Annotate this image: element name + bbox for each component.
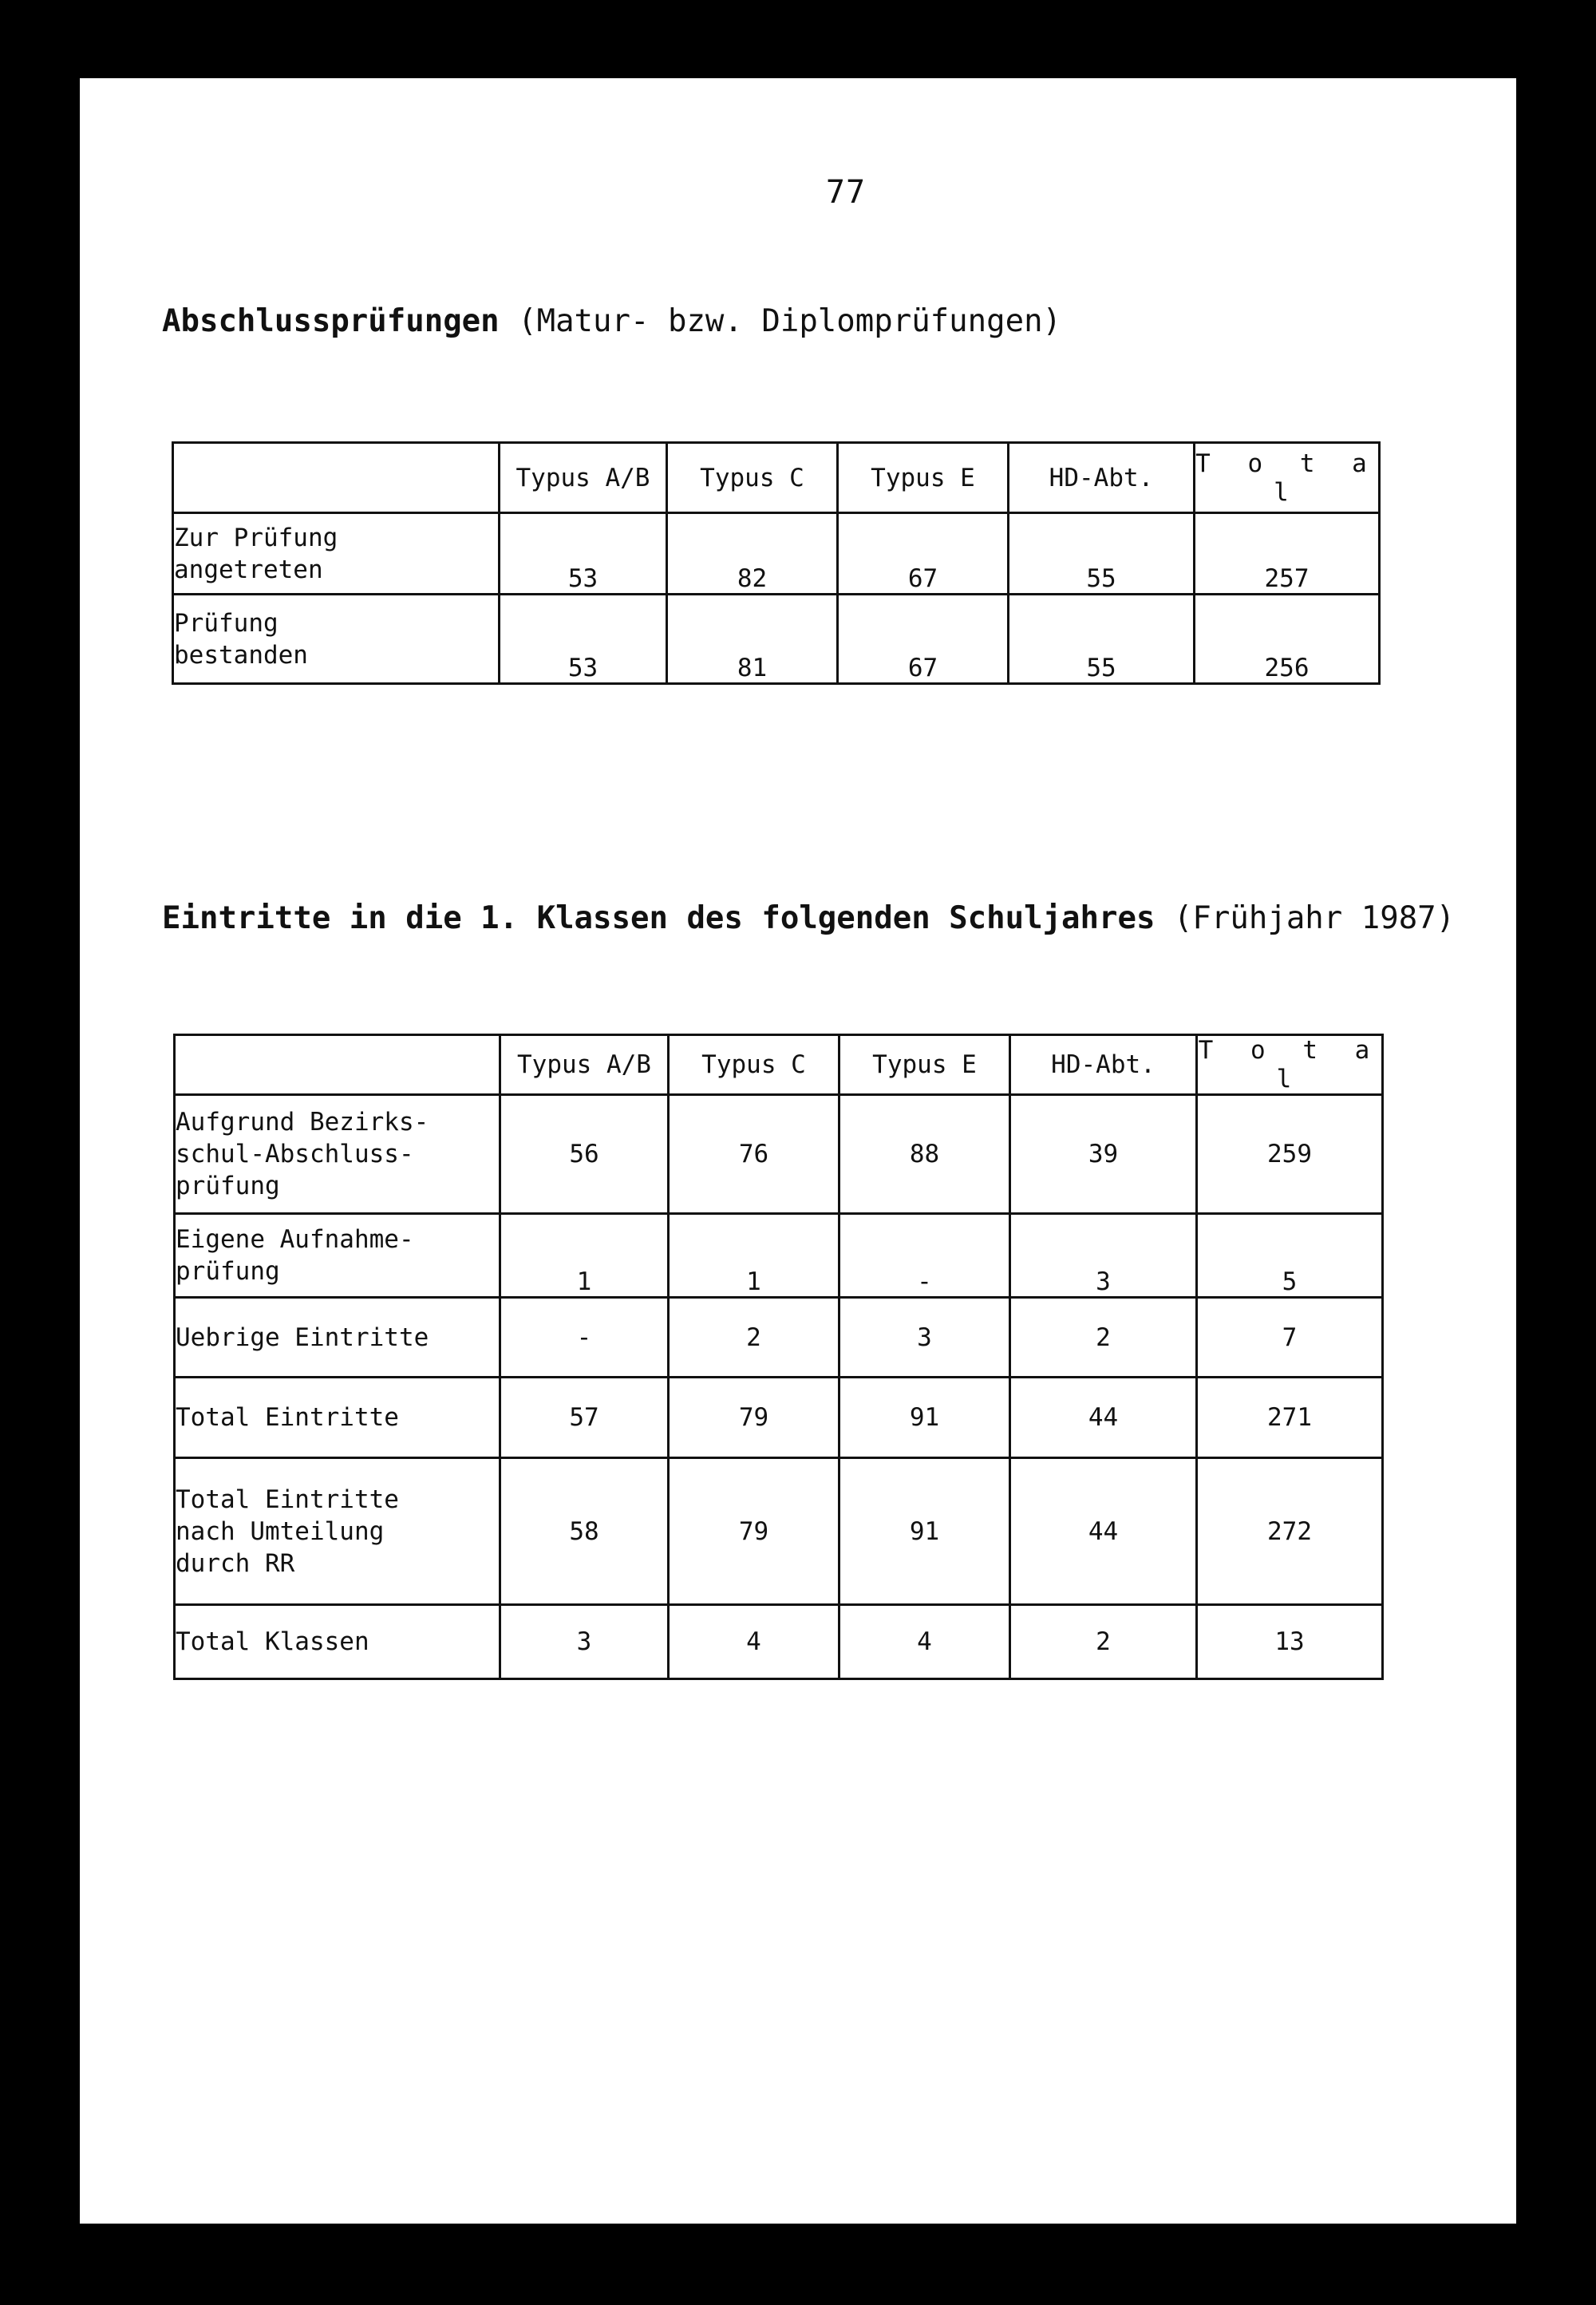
- table-cell: -: [839, 1214, 1010, 1298]
- table-cell-total: 271: [1197, 1378, 1383, 1458]
- column-header-hd-abt: HD-Abt.: [1009, 443, 1195, 513]
- row-label-bestanden: Prüfung bestanden: [173, 595, 500, 684]
- column-header-typus-e: Typus E: [839, 1035, 1010, 1095]
- table-cell: 55: [1009, 595, 1195, 684]
- table-row: [175, 1214, 1383, 1298]
- table-cell: 44: [1010, 1378, 1197, 1458]
- table-header-row: [175, 1035, 1383, 1095]
- table-cell: 58: [500, 1458, 669, 1605]
- table-cell: 4: [669, 1605, 839, 1679]
- table-cell: 82: [667, 513, 838, 595]
- column-header-total: T o t a l: [1195, 443, 1380, 513]
- section-heading-bold: Eintritte in die 1. Klassen des folgenden Schuljahres: [162, 900, 1156, 936]
- table-cell: 44: [1010, 1458, 1197, 1605]
- column-header-typus-ab: Typus A/B: [500, 1035, 669, 1095]
- page-number: 77: [825, 174, 867, 211]
- table-cell: 39: [1010, 1095, 1197, 1214]
- section-heading-eintritte: [162, 900, 1455, 936]
- table-cell: 91: [839, 1378, 1010, 1458]
- row-label-nach-umteilung: Total Eintritte nach Umteilung durch RR: [175, 1458, 500, 1605]
- table-cell: 67: [838, 513, 1009, 595]
- table-cell: 3: [839, 1298, 1010, 1378]
- table-cell: 79: [669, 1378, 839, 1458]
- row-label-aufnahmepruefung: Eigene Aufnahme- prüfung: [175, 1214, 500, 1298]
- table-row: [175, 1298, 1383, 1378]
- row-label-bezirksschule: Aufgrund Bezirks- schul-Abschluss- prüfung: [175, 1095, 500, 1214]
- table-cell: 56: [500, 1095, 669, 1214]
- table-cell: 1: [500, 1214, 669, 1298]
- row-label-total-eintritte: Total Eintritte: [175, 1378, 500, 1458]
- table-row: [175, 1605, 1383, 1679]
- table-cell-total: 13: [1197, 1605, 1383, 1679]
- column-header-typus-e: Typus E: [838, 443, 1009, 513]
- table-cell: 81: [667, 595, 838, 684]
- table-cell-total: 259: [1197, 1095, 1383, 1214]
- table-header-row: [173, 443, 1380, 513]
- row-label-angetreten: Zur Prüfung angetreten: [173, 513, 500, 595]
- table-cell: 1: [669, 1214, 839, 1298]
- table-cell: 67: [838, 595, 1009, 684]
- section-heading-bold: Abschlussprüfungen: [162, 303, 500, 339]
- exam-results-table: [172, 441, 1381, 685]
- table-cell: 88: [839, 1095, 1010, 1214]
- table-cell: -: [500, 1298, 669, 1378]
- table-cell-total: 5: [1197, 1214, 1383, 1298]
- table-cell: 79: [669, 1458, 839, 1605]
- table-cell: 2: [669, 1298, 839, 1378]
- column-header-empty: [175, 1035, 500, 1095]
- table-cell: 91: [839, 1458, 1010, 1605]
- table-cell: 3: [1010, 1214, 1197, 1298]
- table-cell: 57: [500, 1378, 669, 1458]
- table-cell: 76: [669, 1095, 839, 1214]
- table-cell: 55: [1009, 513, 1195, 595]
- section-heading-subtitle: (Matur- bzw. Diplomprüfungen): [499, 303, 1062, 339]
- table-cell: 53: [500, 595, 667, 684]
- table-cell: 2: [1010, 1605, 1197, 1679]
- table-row: [173, 513, 1380, 595]
- table-cell-total: 7: [1197, 1298, 1383, 1378]
- table-cell: 53: [500, 513, 667, 595]
- column-header-hd-abt: HD-Abt.: [1010, 1035, 1197, 1095]
- table-cell: 2: [1010, 1298, 1197, 1378]
- table-cell: 3: [500, 1605, 669, 1679]
- column-header-typus-ab: Typus A/B: [500, 443, 667, 513]
- table-cell: 4: [839, 1605, 1010, 1679]
- table-cell-total: 256: [1195, 595, 1380, 684]
- column-header-typus-c: Typus C: [667, 443, 838, 513]
- column-header-total: T o t a l: [1197, 1035, 1383, 1095]
- table-row: [175, 1378, 1383, 1458]
- column-header-typus-c: Typus C: [669, 1035, 839, 1095]
- row-label-uebrige: Uebrige Eintritte: [175, 1298, 500, 1378]
- row-label-total-klassen: Total Klassen: [175, 1605, 500, 1679]
- table-row: [175, 1095, 1383, 1214]
- table-cell-total: 257: [1195, 513, 1380, 595]
- table-row: [173, 595, 1380, 684]
- table-row: [175, 1458, 1383, 1605]
- section-heading-subtitle: (Frühjahr 1987): [1155, 900, 1456, 936]
- admissions-table: [173, 1034, 1384, 1680]
- section-heading-abschlusspruefungen: [162, 303, 1061, 339]
- table-cell-total: 272: [1197, 1458, 1383, 1605]
- column-header-empty: [173, 443, 500, 513]
- document-page: [80, 78, 1516, 2224]
